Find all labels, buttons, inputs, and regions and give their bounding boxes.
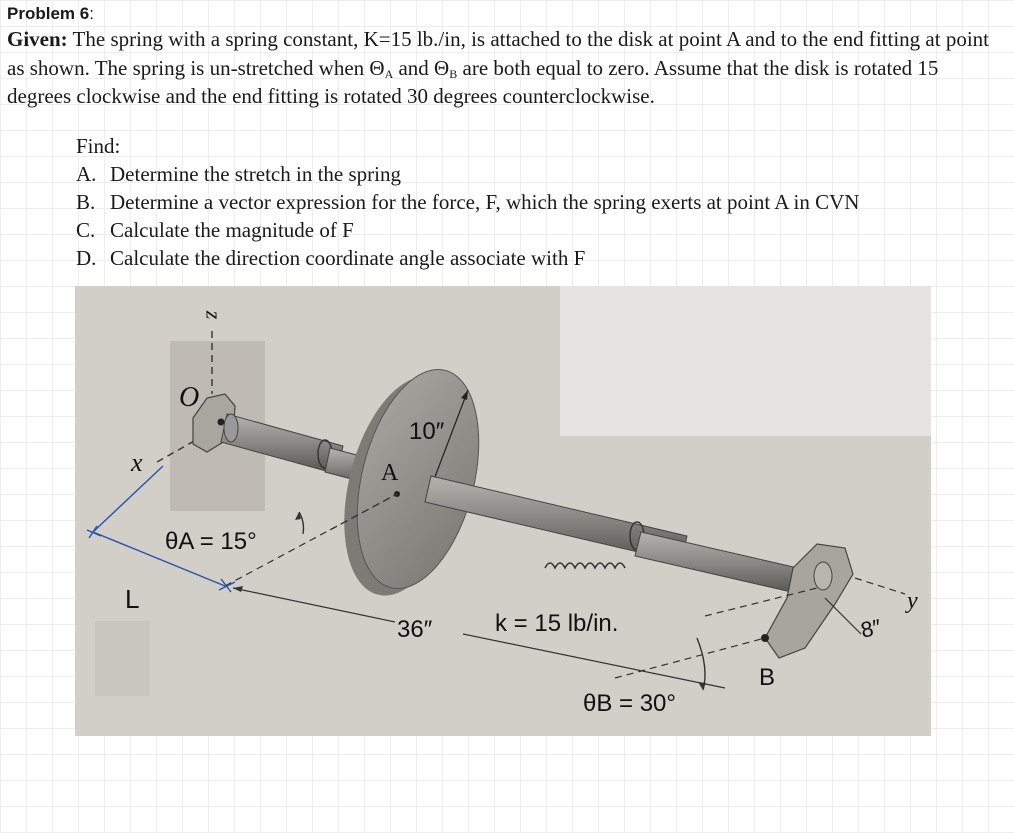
theta-b-label: θB = 30° xyxy=(583,690,676,717)
point-a-label: A xyxy=(381,460,399,486)
find-item: B. Determine a vector expression for the force, F, which the spring exerts at point A in CVN xyxy=(76,190,860,214)
problem-title: Problem 6: xyxy=(7,4,94,23)
point-b-label: B xyxy=(759,664,776,691)
given-paragraph: Given: The spring with a spring constant, K=15 lb./in, is attached to the disk at point A and to the end fitting at point as shown. The spring is un-stretched when $\Theta_A$ and $\Theta_B$ are both equal to zero. Assume that the disk is rotated 15 degrees clockwise and the end fitting is rotated 30 degrees counterclockwise. xyxy=(7,27,990,108)
point-o-marker xyxy=(218,419,225,426)
spring-constant-label: k = 15 lb/in. xyxy=(495,610,619,637)
origin-label: O xyxy=(179,382,200,413)
z-axis-label: z xyxy=(201,310,227,320)
spring-disk-figure xyxy=(75,286,931,736)
find-heading: Find: xyxy=(76,134,121,158)
find-item: D. Calculate the direction coordinate angle associate with F xyxy=(76,246,586,270)
disk-radius-label: 10″ xyxy=(409,418,445,445)
find-item: C. Calculate the magnitude of F xyxy=(76,218,354,242)
theta-a-label: θA = 15° xyxy=(165,528,257,555)
x-axis-label: x xyxy=(131,448,143,477)
left-shaft-end xyxy=(224,414,238,442)
fitting-hub xyxy=(814,562,832,590)
length-36-label: 36″ xyxy=(397,616,433,643)
find-section xyxy=(76,132,859,272)
fitting-length-label: 8″ xyxy=(858,614,884,643)
given-label: Given: xyxy=(7,27,68,51)
glare-patch xyxy=(560,286,931,436)
shadow-patch xyxy=(95,621,150,696)
find-item: A. Determine the stretch in the spring xyxy=(76,162,401,186)
figure-drawing xyxy=(75,286,931,736)
handwritten-l-label: L xyxy=(125,584,140,614)
y-axis-label: y xyxy=(907,588,918,614)
